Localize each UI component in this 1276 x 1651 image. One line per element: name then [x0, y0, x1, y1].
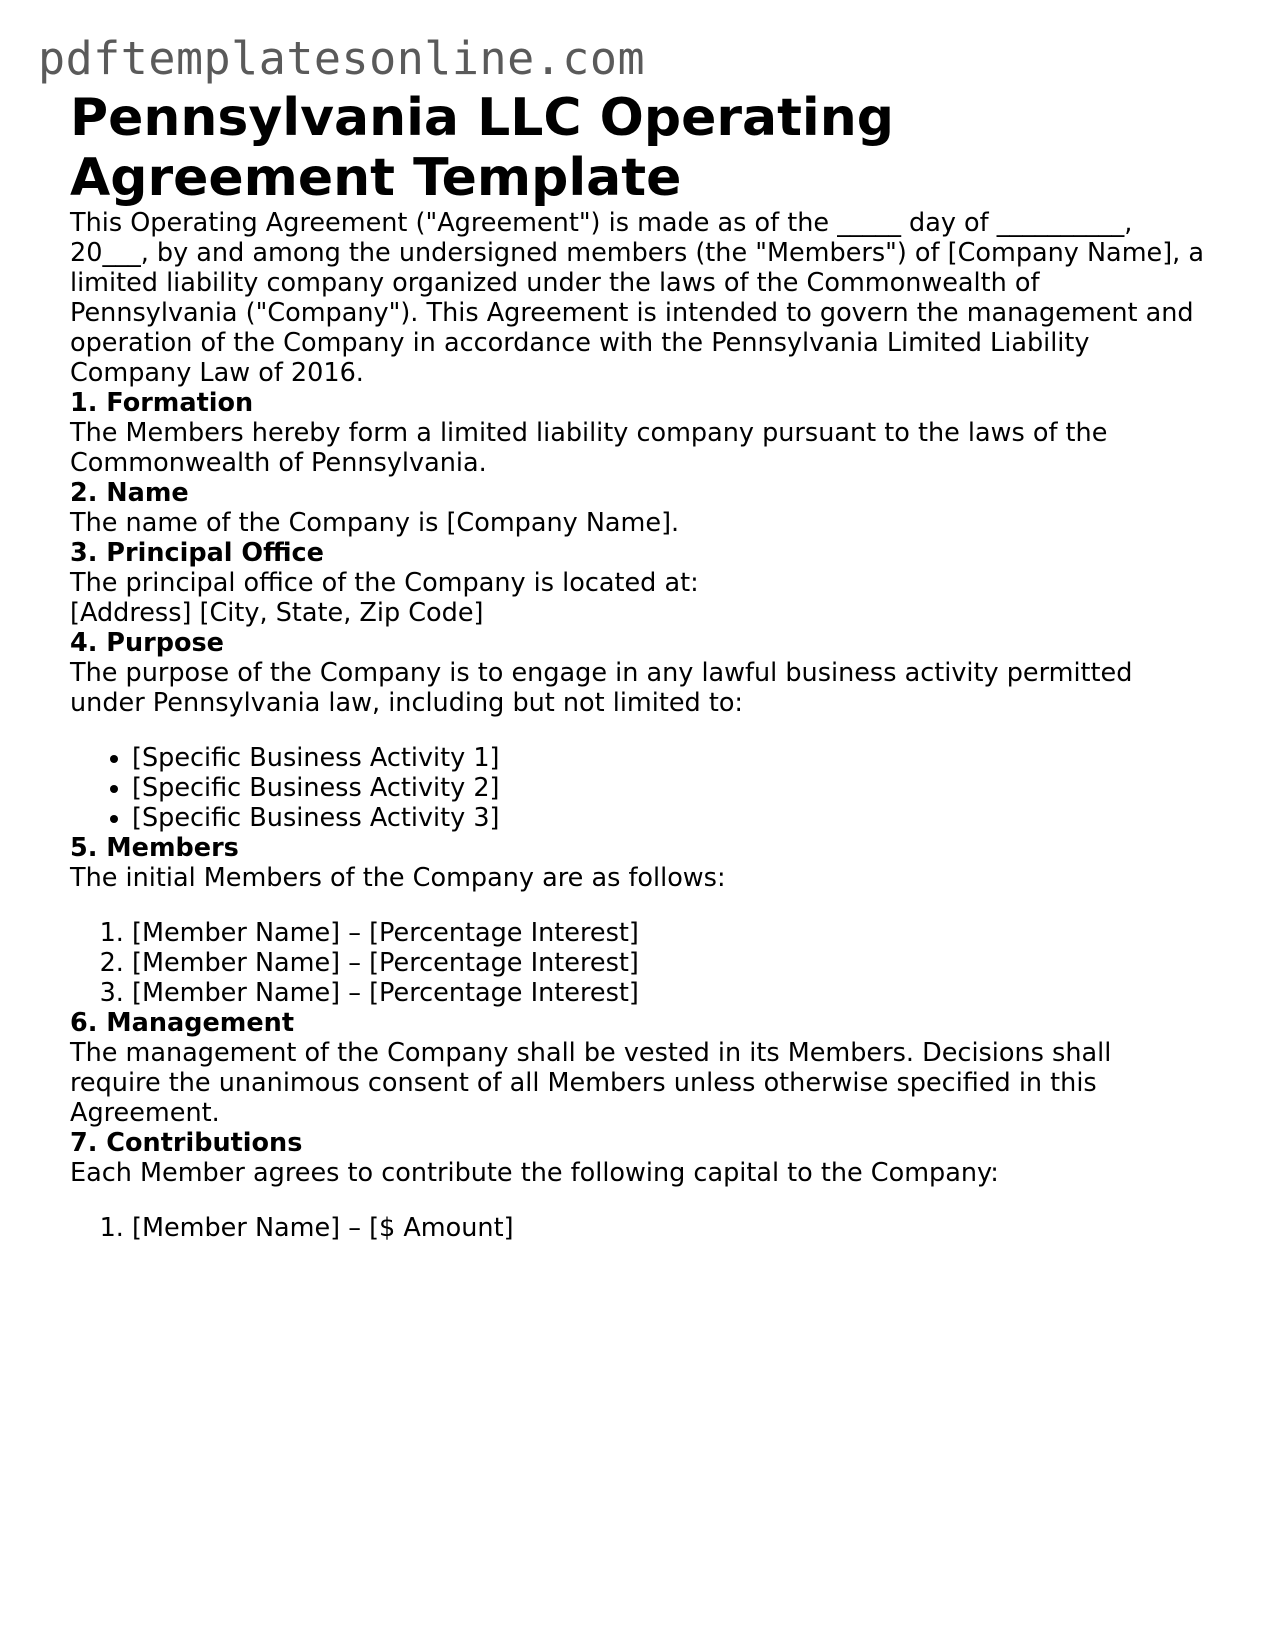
section-text-name: The name of the Company is [Company Name]. [70, 508, 680, 538]
document [70, 88, 1210, 1243]
section-text-formation: The Members hereby form a limited liability company pursuant to the laws of the Commonwealth of Pennsylvania. [70, 418, 1108, 478]
contributions-list [70, 1213, 1210, 1243]
section-text-contributions: Each Member agrees to contribute the following capital to the Company: [70, 1158, 999, 1188]
section-text-management: The management of the Company shall be vested in its Members. Decisions shall require the unanimous consent of all Members unless otherwise specified in this Agreement. [70, 1038, 1112, 1128]
list-item: 3. [Member Name] – [Percentage Interest] [132, 978, 1210, 1008]
document-title: Pennsylvania LLC Operating Agreement Template [70, 88, 895, 208]
section-heading-contributions: 7. Contributions [70, 1128, 303, 1158]
section-text-purpose: The purpose of the Company is to engage in any lawful business activity permitted under Pennsylvania law, including but not limited to: [70, 658, 1133, 718]
watermark: pdftemplatesonline.com [38, 32, 646, 85]
list-item: 2. [Member Name] – [Percentage Interest] [132, 948, 1210, 978]
list-item: 1. [Member Name] – [Percentage Interest] [132, 918, 1210, 948]
section-heading-name: 2. Name [70, 478, 189, 508]
section-heading-formation: 1. Formation [70, 388, 254, 418]
office-address: [Address] [City, State, Zip Code] [70, 598, 484, 628]
section-heading-management: 6. Management [70, 1008, 295, 1038]
section-text-members: The initial Members of the Company are as follows: [70, 863, 726, 893]
list-item: • [Specific Business Activity 3] [132, 803, 1210, 833]
list-item: 1. [Member Name] – [$ Amount] [132, 1213, 1210, 1243]
list-item: • [Specific Business Activity 2] [132, 773, 1210, 803]
members-list [70, 918, 1210, 1008]
list-item: • [Specific Business Activity 1] [132, 743, 1210, 773]
section-heading-purpose: 4. Purpose [70, 628, 224, 658]
section-text-principal-office: The principal office of the Company is located at: [70, 568, 699, 598]
section-heading-members: 5. Members [70, 833, 239, 863]
section-heading-principal-office: 3. Principal Office [70, 538, 324, 568]
purpose-activity-list [70, 743, 1210, 833]
intro-paragraph: This Operating Agreement ("Agreement") is made as of the _____ day of __________, 20___, by and among the undersigned members (the "Members") of [Company Name], a limited liability company organized under the laws of the Commonwealth of Pennsylvania ("Company"). This Agreement is intended to govern the management and operation of the Company in accordance with the Pennsylvania Limited Liability Company Law of 2016. [70, 208, 1205, 388]
